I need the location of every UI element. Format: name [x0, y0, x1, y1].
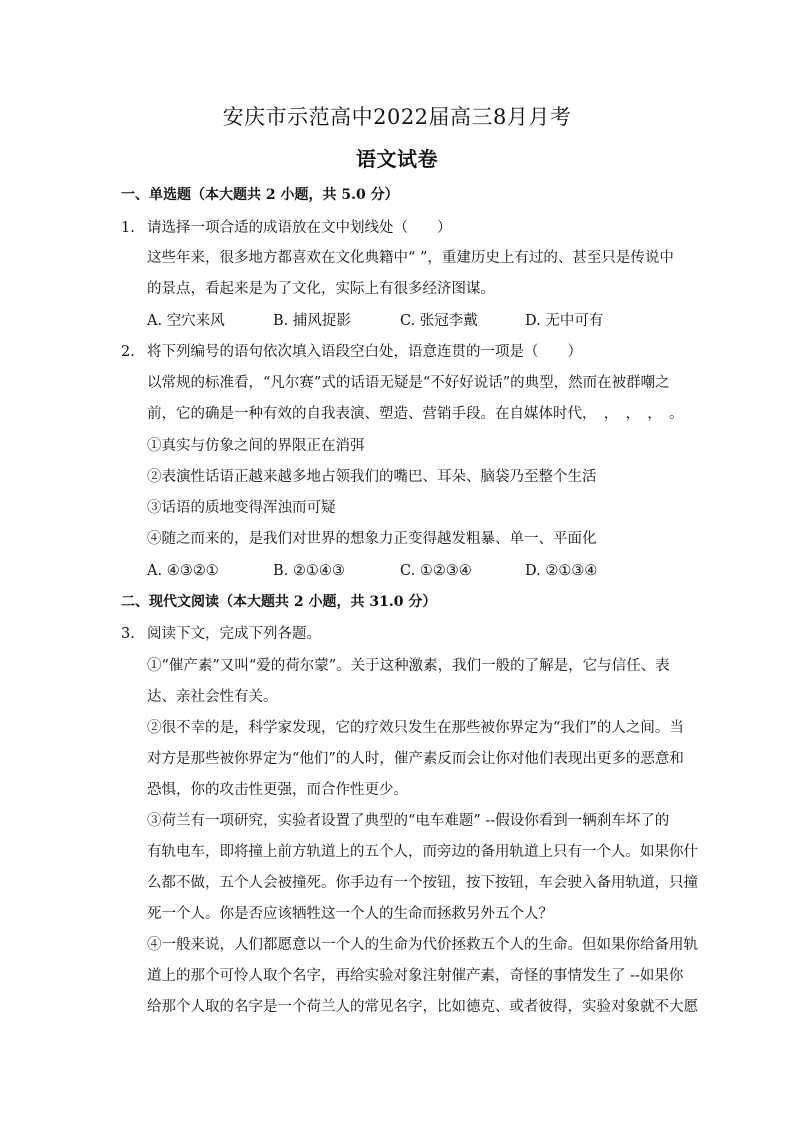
passage-line: 有轨电车，即将撞上前方轨道上的五个人，而旁边的备用轨道上只有一个人。如果你什: [147, 844, 698, 860]
question-text-line: 以常规的标准看，“凡尔赛”式的话语无疑是“不好好说话”的典型，然而在被群嘲之: [147, 375, 670, 391]
option-c: C. ①②③④: [400, 563, 472, 579]
exam-subtitle: 语文试卷: [356, 147, 438, 171]
option-b: B. 捕风捉影: [273, 313, 351, 329]
option-a: A. ④③②①: [147, 563, 219, 579]
option-a: A. 空穴来风: [147, 313, 225, 329]
question-text-line: 的景点，看起来是为了文化，实际上有很多经济图谋。: [147, 281, 495, 297]
question-prompt: 阅读下文，完成下列各题。: [147, 626, 321, 642]
exam-title: 安庆市示范高中2022届高三8月月考: [222, 105, 572, 129]
question-text-line: 这些年来，很多地方都喜欢在文化典籍中“ ”，重建历史上有过的、甚至只是传说中: [147, 250, 674, 266]
sentence-item: ②表演性话语正越来越多地占领我们的嘴巴、耳朵、脑袋乃至整个生活: [147, 469, 597, 485]
option-d: D. 无中可有: [525, 313, 604, 329]
passage-line: ②很不幸的是，科学家发现，它的疗效只发生在那些被你界定为“我们”的人之间。当: [147, 720, 684, 736]
passage-line: 么都不做，五个人会被撞死。你手边有一个按钮，按下按钮，车会驶入备用轨道，只撞: [147, 875, 698, 891]
question-prompt: 请选择一项合适的成语放在文中划线处（ ）: [147, 220, 452, 236]
question-prompt: 将下列编号的语句依次填入语段空白处，语意连贯的一项是（ ）: [147, 344, 582, 360]
passage-line: ①“催产素”又叫“爱的荷尔蒙”。关于这种激素，我们一般的了解是，它与信任、表: [147, 658, 670, 674]
question-text-line: 前，它的确是一种有效的自我表演、塑造、营销手段。在自媒体时代， ， ， ， 。: [147, 406, 684, 422]
section-heading-reading: 二、现代文阅读（本大题共 2 小题，共 31.0 分）: [121, 594, 437, 610]
option-c: C. 张冠李戴: [400, 313, 478, 329]
sentence-item: ①真实与仿象之间的界限正在消弭: [147, 438, 365, 454]
passage-line: ④一般来说，人们都愿意以一个人的生命为代价拯救五个人的生命。但如果你给备用轨: [147, 937, 698, 953]
passage-line: 恐惧，你的攻击性更强，而合作性更少。: [147, 782, 408, 798]
option-b: B. ②①④③: [273, 563, 345, 579]
section-heading-single-choice: 一、单选题（本大题共 2 小题，共 5.0 分）: [121, 187, 399, 203]
passage-line: 道上的那个可怜人取个名字，再给实验对象注射催产素，奇怪的事情发生了 --如果你: [147, 968, 684, 984]
passage-line: 达、亲社会性有关。: [147, 689, 278, 705]
passage-line: 死一个人。你是否应该牺牲这一个人的生命而拯救另外五个人？: [147, 906, 553, 922]
sentence-item: ③话语的质地变得浑浊而可疑: [147, 500, 336, 516]
passage-line: 给那个人取的名字是一个荷兰人的常见名字，比如德克、或者彼得，实验对象就不大愿: [147, 999, 698, 1015]
passage-line: ③荷兰有一项研究，实验者设置了典型的“电车难题” --假设你看到一辆刹车坏了的: [147, 813, 670, 829]
option-d: D. ②①③④: [525, 563, 598, 579]
question-number: 2.: [121, 344, 135, 360]
passage-line: 对方是那些被你界定为“他们”的人时，催产素反而会让你对他们表现出更多的恶意和: [147, 751, 684, 767]
question-number: 3.: [121, 626, 135, 642]
question-number: 1.: [121, 220, 135, 236]
sentence-item: ④随之而来的，是我们对世界的想象力正变得越发粗暴、单一、平面化: [147, 531, 597, 547]
